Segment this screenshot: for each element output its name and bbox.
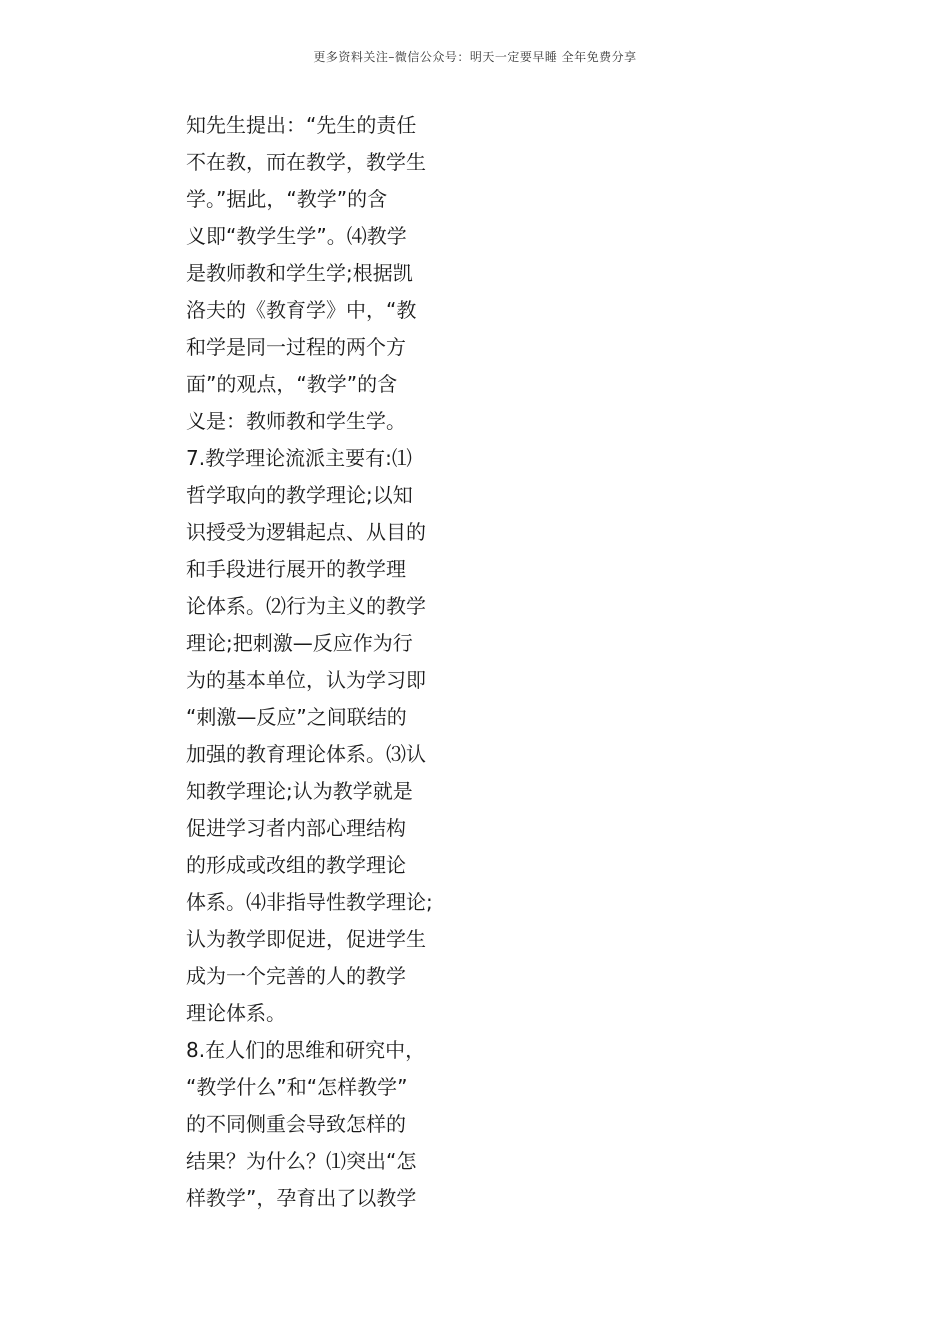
- text-line: 的不同侧重会导致怎样的: [186, 1112, 406, 1136]
- text-line: 8.在人们的思维和研究中，: [186, 1038, 426, 1062]
- text-line: “刺激—反应”之间联结的: [186, 705, 407, 729]
- text-line: 知先生提出：“先生的责任: [186, 113, 417, 137]
- text-line: 成为一个完善的人的教学: [186, 964, 406, 988]
- text-line: 洛夫的《教育学》中，“教: [186, 298, 417, 322]
- text-line: 不在教，而在教学，教学生: [186, 150, 426, 174]
- text-line: 义即“教学生学”。⑷教学: [186, 224, 407, 248]
- text-line: 和学是同一过程的两个方: [186, 335, 406, 359]
- text-line: 加强的教育理论体系。⑶认: [186, 742, 426, 766]
- text-line: 识授受为逻辑起点、从目的: [186, 520, 426, 544]
- text-line: 结果？为什么？⑴突出“怎: [186, 1149, 417, 1173]
- page-header: 更多资料关注–微信公众号：明天一定要早睡 全年免费分享: [313, 50, 637, 64]
- text-line: 7.教学理论流派主要有:⑴: [186, 446, 412, 470]
- text-line: 是教师教和学生学;根据凯: [186, 261, 413, 285]
- text-line: 义是：教师教和学生学。: [186, 409, 406, 433]
- text-line: 理论体系。: [186, 1001, 286, 1025]
- text-line: 的形成或改组的教学理论: [186, 853, 406, 877]
- text-line: 学。”据此，“教学”的含: [186, 187, 388, 211]
- text-line: 样教学”，孕育出了以教学: [186, 1186, 417, 1210]
- text-line: 面”的观点，“教学”的含: [186, 372, 398, 396]
- text-line: 为的基本单位，认为学习即: [186, 668, 426, 692]
- text-line: 体系。⑷非指导性教学理论;: [186, 890, 433, 914]
- text-line: “教学什么”和“怎样教学”: [186, 1075, 408, 1099]
- text-line: 和手段进行展开的教学理: [186, 557, 406, 581]
- body-text: [186, 107, 461, 1217]
- text-line: 论体系。⑵行为主义的教学: [186, 594, 426, 618]
- text-line: 理论;把刺激—反应作为行: [186, 631, 413, 655]
- text-line: 认为教学即促进，促进学生: [186, 927, 426, 951]
- text-line: 知教学理论;认为教学就是: [186, 779, 413, 803]
- text-line: 促进学习者内部心理结构: [186, 816, 406, 840]
- text-line: 哲学取向的教学理论;以知: [186, 483, 413, 507]
